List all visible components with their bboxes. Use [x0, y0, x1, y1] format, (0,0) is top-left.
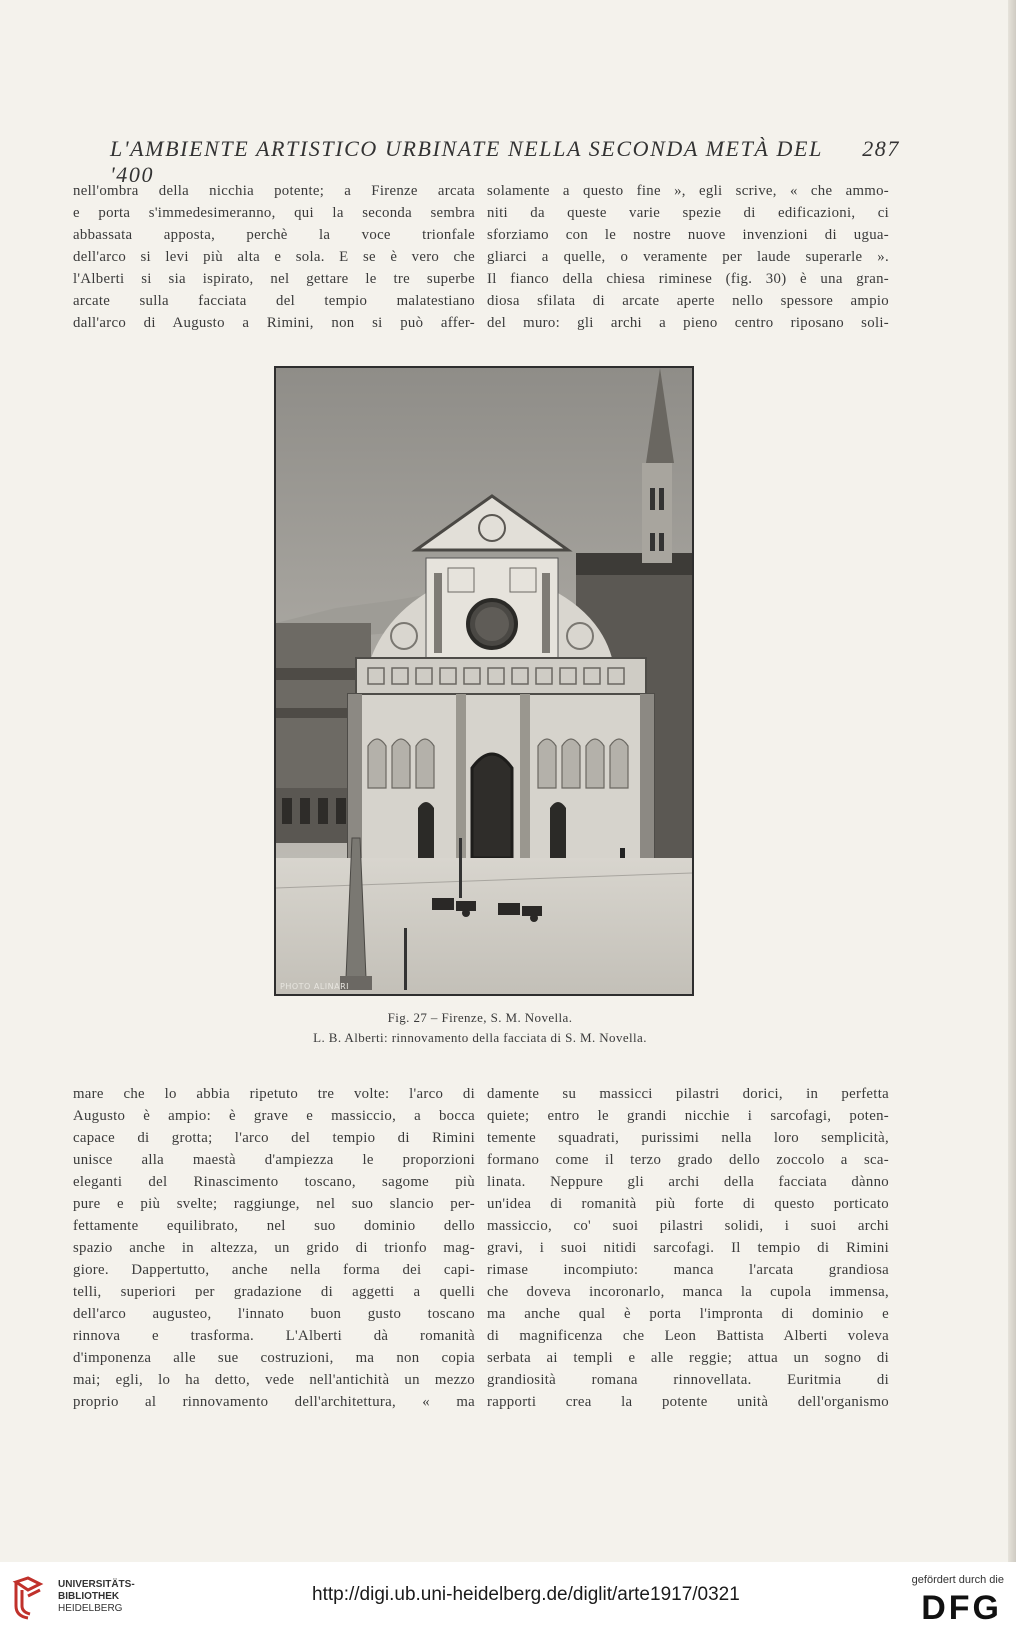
text-line: l'Alberti si sia ispirato, nel gettare le tre superbe	[73, 271, 475, 287]
text-column-top-left	[73, 180, 475, 334]
text-line: grandiosità romana rinnovellata. Euritmia di	[487, 1372, 889, 1388]
text-line: unisce alla maestà d'ampiezza le proporzioni	[73, 1152, 475, 1168]
text-line: temente squadrati, purissimi nella loro semplicità,	[487, 1130, 889, 1146]
library-name-line3: HEIDELBERG	[58, 1603, 123, 1614]
text-line: damente su massicci pilastri dorici, in perfetta	[487, 1086, 889, 1102]
text-line: rinnova e trasforma. L'Alberti dà romanità	[73, 1328, 475, 1344]
text-line: rimase incompiuto: manca l'arcata grandiosa	[487, 1262, 889, 1278]
text-line: gliarci a quelle, o veramente per laude superarle ».	[487, 249, 889, 265]
text-line: telli, superiori per gradazione di aggetti a quelli	[73, 1284, 475, 1300]
text-line: un'idea di romanità più forte di questo porticato	[487, 1196, 889, 1212]
page-edge-shadow	[1008, 0, 1016, 1562]
text-line: e porta s'immedesimeranno, qui la seconda sembra	[73, 205, 475, 221]
text-line: dell'arco si levi più alta e sola. E se è vero che	[73, 249, 475, 265]
text-column-top-right	[487, 180, 889, 334]
text-line: formano come il terzo grado dello zoccolo a sca-	[487, 1152, 889, 1168]
text-line: fettamente equilibrato, nel suo dominio dello	[73, 1218, 475, 1234]
text-line: linata. Neppure gli archi della facciata dànno	[487, 1174, 889, 1190]
ub-heidelberg-logo-icon	[10, 1576, 50, 1620]
running-title: L'AMBIENTE ARTISTICO URBINATE NELLA SECONDA METÀ DEL '400	[110, 136, 823, 187]
text-line: di magnificenza che Leon Battista Alberti voleva	[487, 1328, 889, 1344]
funding-note: gefördert durch die	[911, 1574, 1004, 1586]
text-line: proprio al rinnovamento dell'architettura, « ma	[73, 1394, 475, 1410]
text-line: abbassata apposta, perchè la voce trionfale	[73, 227, 475, 243]
text-line: dell'arco augusteo, l'innato buon gusto toscano	[73, 1306, 475, 1322]
text-line: giore. Dappertutto, anche nella forma dei capi-	[73, 1262, 475, 1278]
text-line: rapporti crea la potente unità dell'organismo	[487, 1394, 889, 1410]
text-column-bottom-right	[487, 1083, 889, 1413]
text-line: sforziamo con le nostre nuove invenzioni di ugua-	[487, 227, 889, 243]
text-line: mare che lo abbia ripetuto tre volte: l'arco di	[73, 1086, 475, 1102]
text-line: nell'ombra della nicchia potente; a Firenze arcata	[73, 183, 475, 199]
text-line: Augusto è ampio: è grave e massiccio, a bocca	[73, 1108, 475, 1124]
text-line: che doveva incoronarlo, manca la cupola immensa,	[487, 1284, 889, 1300]
permalink-url[interactable]: http://digi.ub.uni-heidelberg.de/diglit/arte1917/0321	[312, 1584, 740, 1605]
dfg-logo: DFG	[921, 1589, 1002, 1627]
library-name-line1: UNIVERSITÄTS-	[58, 1579, 135, 1590]
text-line: ma anche qual è porta l'impronta di dominio e	[487, 1306, 889, 1322]
photo-santa-maria-novella	[274, 366, 694, 996]
church-facade-photo	[276, 368, 692, 994]
page-number: 287	[862, 136, 900, 161]
text-line: niti da queste varie spezie di edificazioni, ci	[487, 205, 889, 221]
text-line: gravi, i suoi nitidi sarcofagi. Il tempio di Rimini	[487, 1240, 889, 1256]
text-line: dall'arco di Augusto a Rimini, non si può affer-	[73, 315, 475, 331]
library-name	[58, 1579, 135, 1615]
text-line: pure e più svelte; raggiunge, nel suo slancio per-	[73, 1196, 475, 1212]
text-line: spazio anche in altezza, un grido di trionfo mag-	[73, 1240, 475, 1256]
figure-caption-line2: L. B. Alberti: rinnovamento della facciata di S. M. Novella.	[313, 1030, 647, 1045]
text-line: capace di grotta; l'arco del tempio di Rimini	[73, 1130, 475, 1146]
text-line: massiccio, co' suoi pilastri solidi, i suoi archi	[487, 1218, 889, 1234]
text-line: diosa sfilata di arcate aperte nello spessore ampio	[487, 293, 889, 309]
digitization-footer	[0, 1562, 1016, 1634]
text-line: d'imponenza alle sue costruzioni, ma non copia	[73, 1350, 475, 1366]
text-column-bottom-left	[73, 1083, 475, 1413]
text-line: solamente a questo fine », egli scrive, « che ammo-	[487, 183, 889, 199]
text-line: serbata ai templi e alle reggie; attua un sogno di	[487, 1350, 889, 1366]
library-name-line2: BIBLIOTHEK	[58, 1591, 120, 1602]
text-line: mai; egli, lo ha detto, vede nell'antichità un mezzo	[73, 1372, 475, 1388]
text-line: del muro: gli archi a pieno centro riposano soli-	[487, 315, 889, 331]
text-line: eleganti del Rinascimento toscano, sagome più	[73, 1174, 475, 1190]
text-line: quiete; entro le grandi nicchie i sarcofagi, poten-	[487, 1108, 889, 1124]
text-line: arcate sulla facciata del tempio malatestiano	[73, 293, 475, 309]
figure-caption-line1: Fig. 27 – Firenze, S. M. Novella.	[387, 1010, 573, 1025]
photo-watermark: PHOTO ALINARI	[280, 982, 350, 991]
text-line: Il fianco della chiesa riminese (fig. 30) è una gran-	[487, 271, 889, 287]
